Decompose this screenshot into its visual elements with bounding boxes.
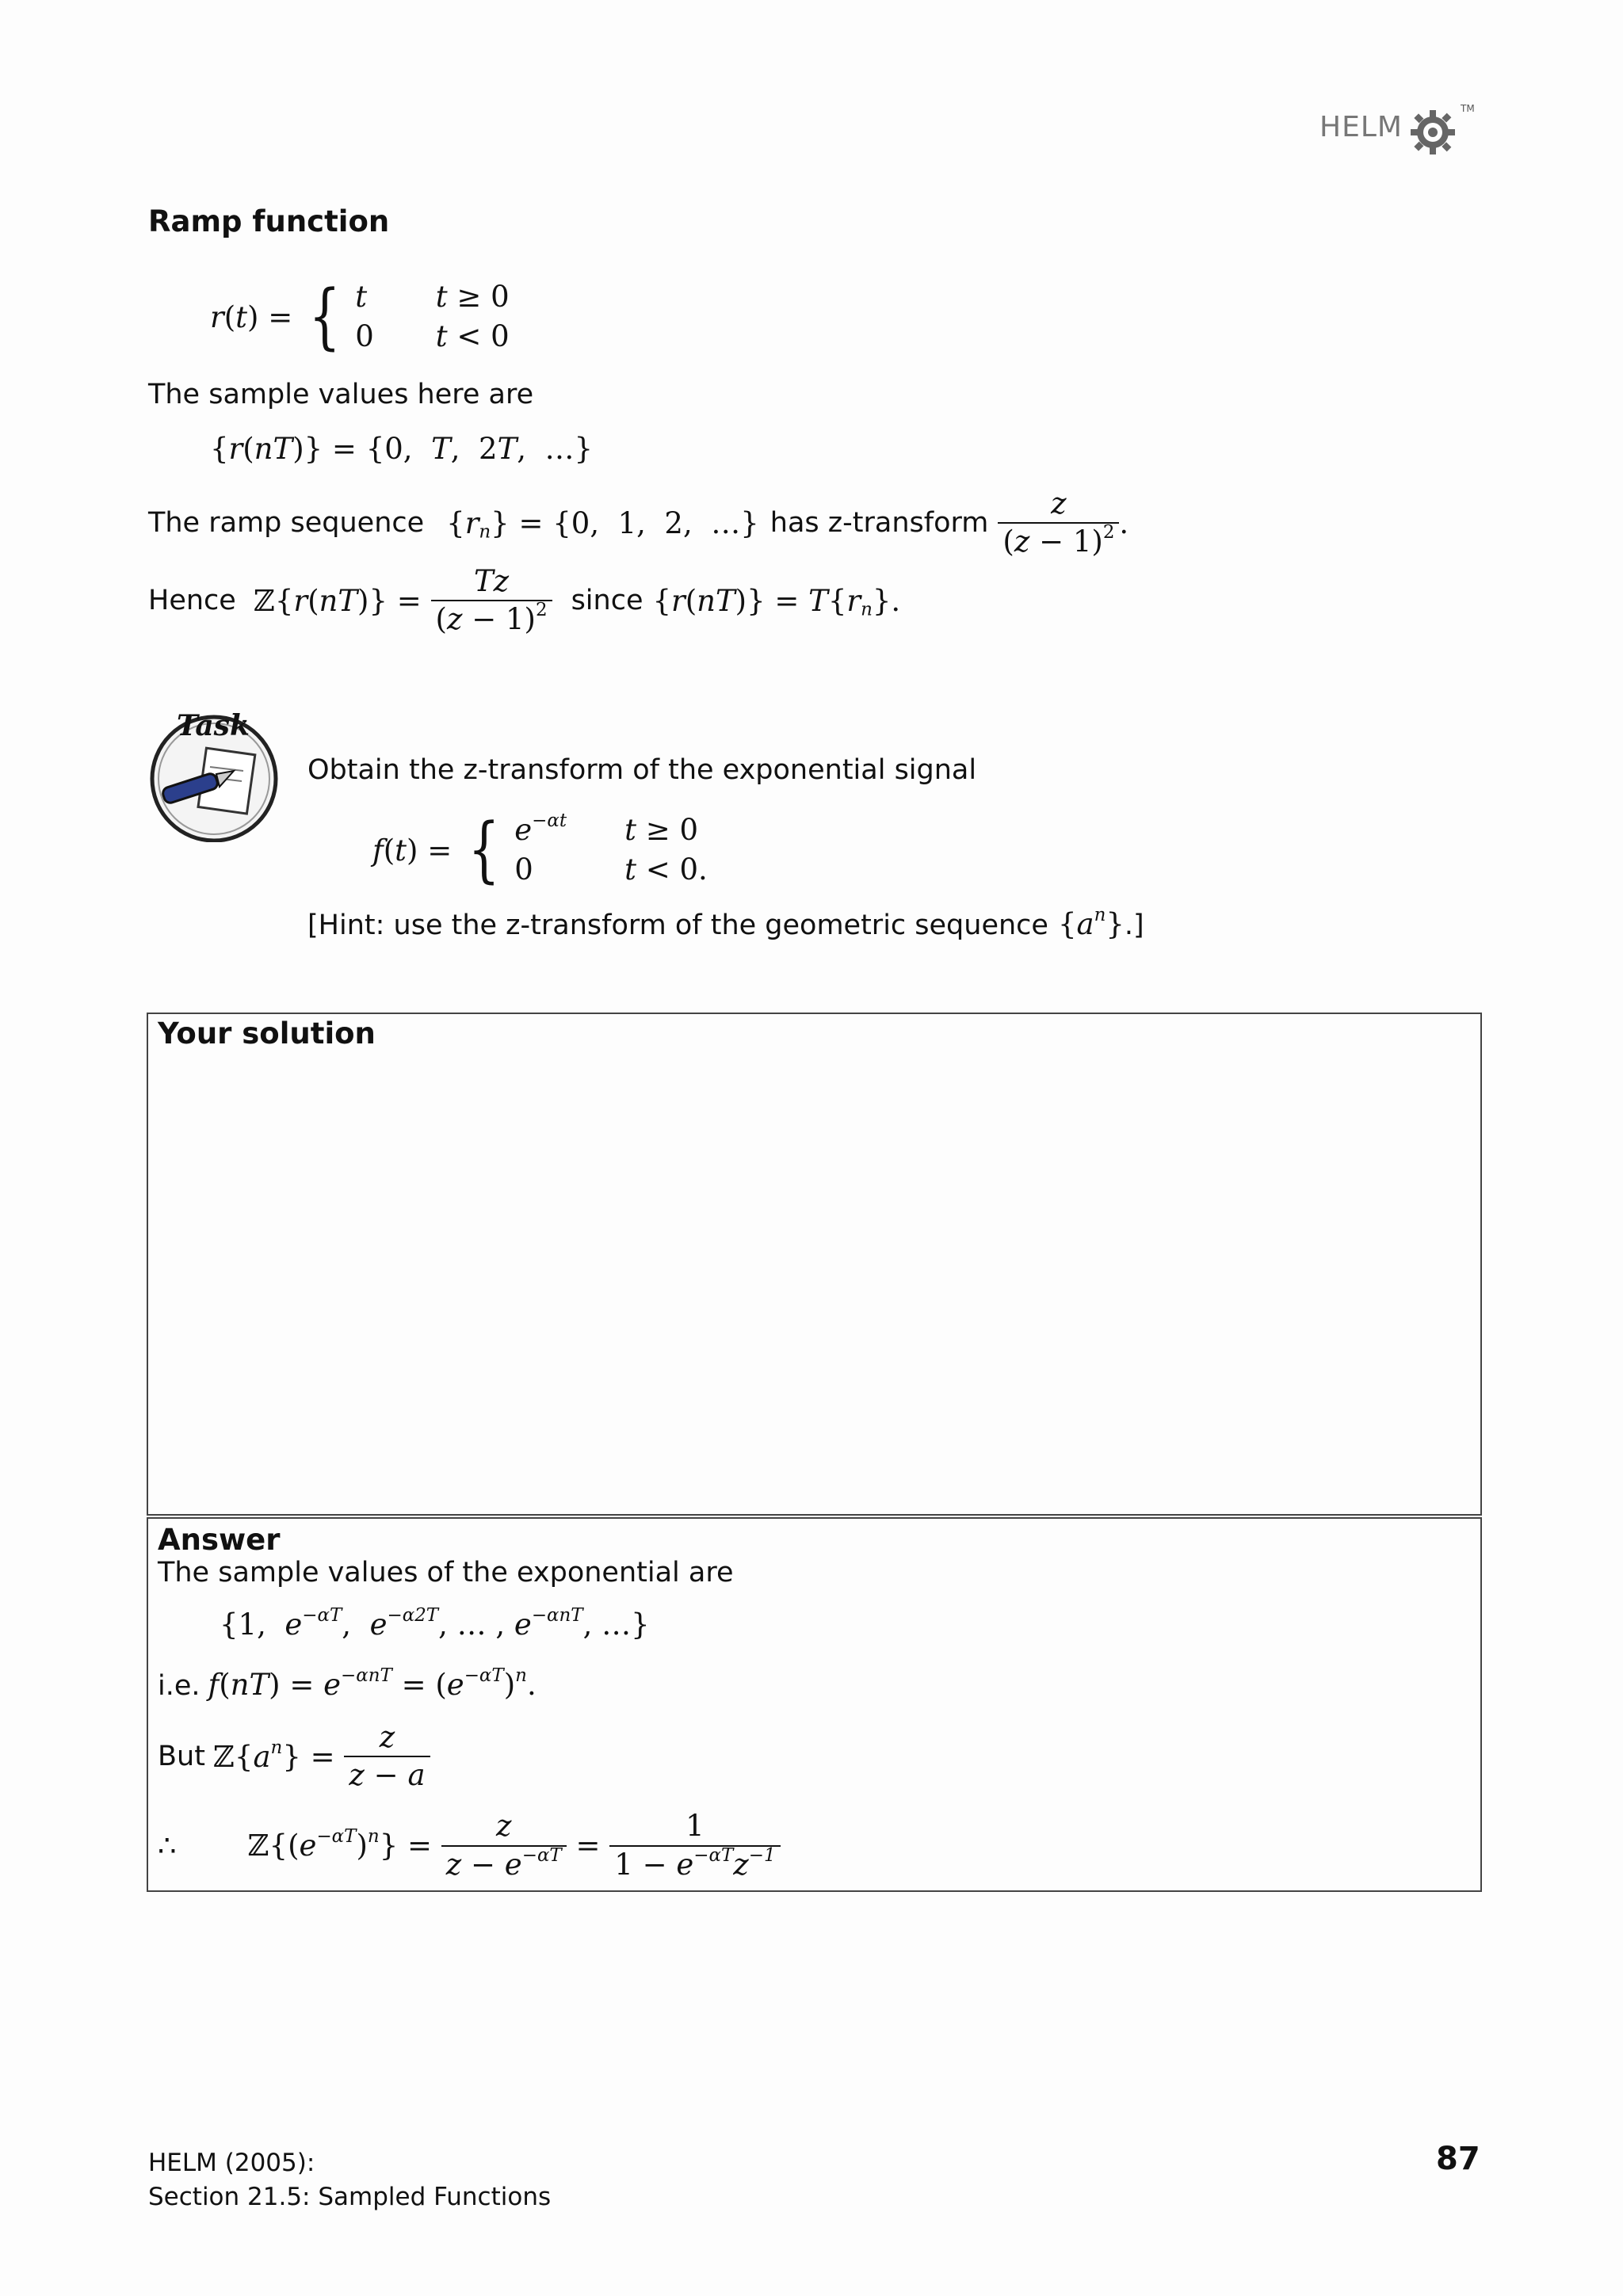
solution-title: Your solution bbox=[158, 1016, 376, 1051]
answer-ie-text: i.e. bbox=[158, 1670, 200, 1702]
task-exponential-definition: f ( t ) = { $e^{-\alpha t}$ t ≥ 0 0 t < 0. bbox=[372, 808, 708, 891]
task-icon bbox=[147, 707, 285, 842]
answer-but-line: But $ℤ\{a^n\}$ = $\frac{z}{z - a}$ bbox=[158, 1717, 430, 1796]
answer-title: Answer bbox=[158, 1523, 281, 1557]
ramp-sequence-line: The ramp sequence $\{r_n\} = \{0$, 1, 2, …} has z-transform $\frac{z}{(z - 1)^2}$ . bbox=[148, 483, 1128, 563]
ramp-heading: Ramp function bbox=[148, 204, 390, 238]
ramp-sequence-text: The ramp sequence bbox=[148, 507, 425, 539]
helm-logo bbox=[1319, 103, 1478, 158]
answer-final-line: ∴ $ℤ\{(e^{-\alpha T})^n\}$ = $\frac{z}{z - e^{-\alpha T}}$ = $\frac{1}{1 - e^{-\alpha T}z^{-1}}$ bbox=[158, 1804, 781, 1887]
ramp-sample-values: {r(nT)} = {0, T, 2T, …} bbox=[210, 432, 594, 466]
answer-but-text: But bbox=[158, 1741, 205, 1772]
ramp-sample-intro: The sample values here are bbox=[148, 379, 534, 410]
ramp-definition: r ( t ) = { t t ≥ 0 0 t < 0 bbox=[210, 275, 510, 358]
task-icon-label: Task bbox=[177, 709, 250, 742]
ramp-hence-text: Hence bbox=[148, 585, 236, 616]
footer-line1: HELM (2005): bbox=[148, 2149, 315, 2177]
answer-sample-values: {1, $e^{-\alpha T}$, $e^{-\alpha 2T}$, … , $e^{-\alpha nT}$, …} bbox=[220, 1604, 650, 1642]
solution-box[interactable] bbox=[147, 1013, 1482, 1516]
task-prompt: Obtain the z-transform of the exponential signal bbox=[307, 754, 977, 786]
footer-line2: Section 21.5: Sampled Functions bbox=[148, 2183, 552, 2211]
answer-box bbox=[147, 1517, 1482, 1892]
ramp-hence-line: Hence ℤ{r(nT)} = $\frac{Tz}{(z - 1)^2}$ since $\{r(nT)\} = T\{r_n\}$. bbox=[148, 557, 900, 644]
answer-line1: The sample values of the exponential are bbox=[158, 1557, 734, 1589]
ramp-since-text: since bbox=[571, 585, 643, 616]
gear-icon bbox=[1405, 103, 1461, 158]
helm-logo-text: HELM bbox=[1319, 111, 1403, 143]
trademark-label: TM bbox=[1461, 103, 1475, 114]
task-hint: [Hint: use the z-transform of the geometric sequence $\{a^n\}$ .] bbox=[307, 904, 1144, 941]
ramp-has-ztransform: has z-transform bbox=[769, 507, 989, 539]
answer-ie-line: i.e. $f(nT) = e^{-\alpha nT} = (e^{-\alpha T})^n$. bbox=[158, 1665, 537, 1702]
page-number: 87 bbox=[1436, 2141, 1480, 2177]
task-hint-text: [Hint: use the z-transform of the geometric sequence bbox=[307, 910, 1048, 941]
